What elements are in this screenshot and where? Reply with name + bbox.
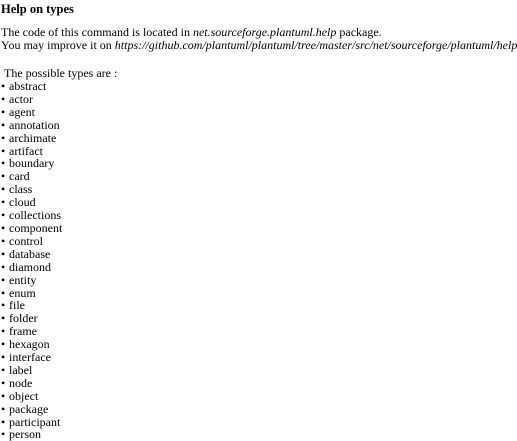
type-label: agent bbox=[9, 104, 35, 119]
type-item-class bbox=[1, 183, 474, 196]
bullet-icon: • bbox=[1, 337, 6, 352]
bullet-icon: • bbox=[1, 233, 6, 248]
type-item-annotation bbox=[1, 119, 474, 132]
type-item-agent bbox=[1, 106, 474, 119]
bullet-icon: • bbox=[1, 79, 6, 93]
bullet-icon: • bbox=[1, 324, 6, 339]
type-label: abstract bbox=[9, 79, 47, 93]
bullet-icon: • bbox=[1, 311, 6, 326]
types-intro: The possible types are : bbox=[4, 66, 118, 80]
type-label: interface bbox=[9, 350, 51, 365]
type-label: enum bbox=[9, 285, 36, 300]
bullet-icon: • bbox=[1, 414, 6, 429]
bullet-icon: • bbox=[1, 182, 6, 197]
type-item-frame bbox=[1, 325, 474, 338]
bullet-icon: • bbox=[1, 298, 6, 313]
type-label: archimate bbox=[9, 130, 57, 145]
type-item-enum bbox=[1, 287, 474, 300]
type-label: artifact bbox=[9, 143, 43, 158]
type-item-person bbox=[1, 428, 474, 441]
bullet-icon: • bbox=[1, 272, 6, 287]
type-item-collections bbox=[1, 209, 474, 222]
type-item-database bbox=[1, 248, 474, 261]
type-label: control bbox=[9, 233, 43, 248]
bullet-icon: • bbox=[1, 350, 6, 365]
types-list bbox=[1, 80, 474, 441]
type-label: collections bbox=[9, 208, 61, 223]
improve-url: https://github.com/plantuml/plantuml/tree/master/src/net/sourceforge/plantuml/help bbox=[114, 38, 517, 52]
spacer bbox=[1, 52, 474, 67]
type-label: file bbox=[9, 298, 25, 313]
improve-line bbox=[1, 38, 517, 52]
type-label: diamond bbox=[9, 259, 51, 274]
location-suffix: package. bbox=[336, 25, 382, 39]
type-label: component bbox=[9, 220, 63, 235]
type-label: node bbox=[9, 375, 33, 390]
bullet-icon: • bbox=[1, 375, 6, 390]
bullet-icon: • bbox=[1, 91, 6, 106]
bullet-icon: • bbox=[1, 388, 6, 403]
type-item-participant bbox=[1, 416, 474, 429]
type-item-abstract bbox=[1, 80, 474, 93]
type-item-hexagon bbox=[1, 338, 474, 351]
type-label: boundary bbox=[9, 156, 55, 171]
type-item-component bbox=[1, 222, 474, 235]
type-label: annotation bbox=[9, 117, 60, 132]
bullet-icon: • bbox=[1, 285, 6, 300]
bullet-icon: • bbox=[1, 130, 6, 145]
type-label: cloud bbox=[9, 195, 36, 210]
type-label: person bbox=[9, 427, 41, 441]
improve-prefix: You may improve it on bbox=[1, 38, 115, 52]
type-item-control bbox=[1, 235, 474, 248]
bullet-icon: • bbox=[1, 208, 6, 223]
type-item-entity bbox=[1, 274, 474, 287]
type-item-artifact bbox=[1, 145, 474, 158]
type-label: folder bbox=[9, 311, 38, 326]
type-item-interface bbox=[1, 351, 474, 364]
bullet-icon: • bbox=[1, 427, 6, 441]
type-item-boundary bbox=[1, 157, 474, 170]
bullet-icon: • bbox=[1, 246, 6, 261]
page-title: Help on types bbox=[1, 2, 74, 16]
type-item-label bbox=[1, 364, 474, 377]
bullet-icon: • bbox=[1, 156, 6, 171]
type-item-file bbox=[1, 299, 474, 312]
bullet-icon: • bbox=[1, 117, 6, 132]
bullet-icon: • bbox=[1, 169, 6, 184]
type-item-archimate bbox=[1, 132, 474, 145]
type-item-card bbox=[1, 170, 474, 183]
bullet-icon: • bbox=[1, 362, 6, 377]
bullet-icon: • bbox=[1, 401, 6, 416]
type-item-diamond bbox=[1, 261, 474, 274]
location-prefix: The code of this command is located in bbox=[1, 25, 193, 39]
type-item-node bbox=[1, 377, 474, 390]
bullet-icon: • bbox=[1, 104, 6, 119]
type-item-actor bbox=[1, 93, 474, 106]
type-label: class bbox=[9, 182, 33, 197]
type-label: participant bbox=[9, 414, 61, 429]
bullet-icon: • bbox=[1, 143, 6, 158]
type-label: actor bbox=[9, 91, 33, 106]
type-label: frame bbox=[9, 324, 37, 339]
package-name: net.sourceforge.plantuml.help bbox=[192, 25, 337, 39]
type-label: card bbox=[9, 169, 30, 184]
bullet-icon: • bbox=[1, 220, 6, 235]
bullet-icon: • bbox=[1, 259, 6, 274]
type-item-folder bbox=[1, 312, 474, 325]
type-label: package bbox=[9, 401, 49, 416]
type-item-package bbox=[1, 403, 474, 416]
type-label: entity bbox=[9, 272, 37, 287]
type-item-cloud bbox=[1, 196, 474, 209]
bullet-icon: • bbox=[1, 195, 6, 210]
type-label: hexagon bbox=[9, 337, 50, 352]
type-label: database bbox=[9, 246, 51, 261]
type-label: object bbox=[9, 388, 39, 403]
type-label: label bbox=[9, 362, 33, 377]
type-item-object bbox=[1, 390, 474, 403]
